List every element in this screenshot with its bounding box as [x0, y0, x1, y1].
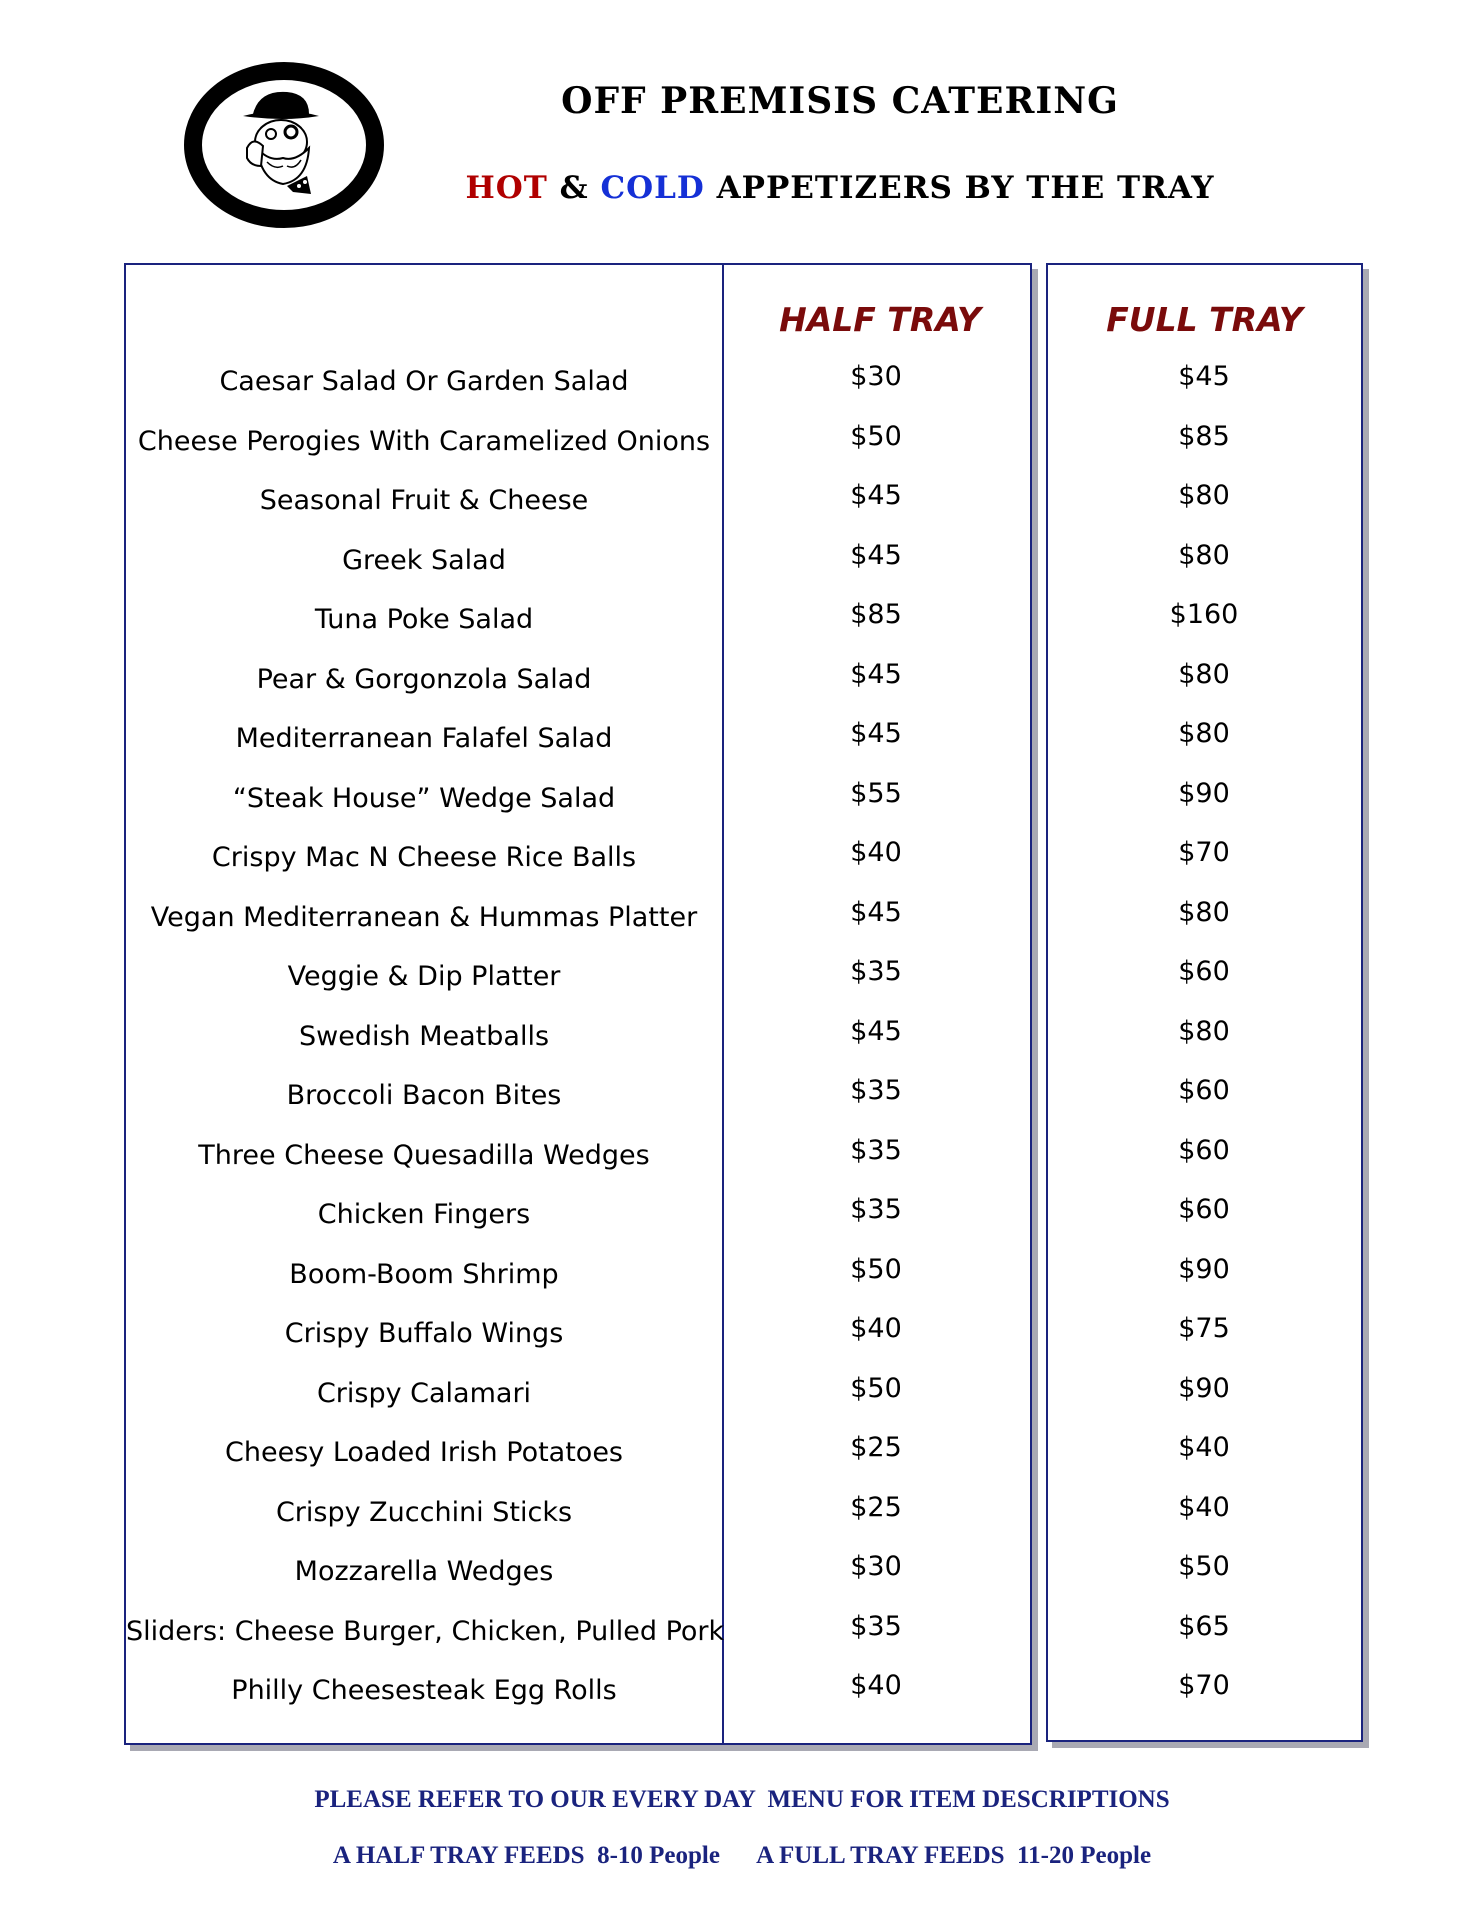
- menu-row: [0, 599, 1484, 664]
- menu-row: [0, 1551, 1484, 1616]
- half-tray-price: $45: [850, 1015, 902, 1047]
- half-tray-price: $50: [850, 1372, 902, 1404]
- menu-item-name: Broccoli Bacon Bites: [286, 1080, 562, 1111]
- menu-row: [0, 420, 1484, 486]
- half-tray-price: $30: [850, 1551, 902, 1582]
- menu-item-name: Three Cheese Quesadilla Wedges: [198, 1139, 650, 1171]
- menu-row: [0, 777, 1484, 843]
- menu-item-name: Chicken Fingers: [317, 1199, 531, 1230]
- full-tray-price: $90: [1178, 777, 1230, 809]
- menu-item-name: “Steak House” Wedge Salad: [232, 782, 616, 814]
- menu-item-name: Seasonal Fruit & Cheese: [259, 485, 589, 516]
- menu-item-name: Mozzarella Wedges: [294, 1556, 554, 1587]
- restaurant-logo: [183, 62, 386, 228]
- full-tray-price: $60: [1178, 1134, 1230, 1166]
- full-tray-price: $80: [1178, 896, 1230, 928]
- subtitle-hot: HOT: [465, 170, 548, 206]
- menu-row: [0, 1432, 1484, 1497]
- menu-row: [0, 956, 1484, 1021]
- full-tray-price: $40: [1178, 1491, 1230, 1523]
- menu-item-name: Cheese Perogies With Caramelized Onions: [137, 425, 711, 457]
- menu-item-name: Crispy Mac N Cheese Rice Balls: [211, 842, 637, 873]
- page-subtitle: [420, 170, 1260, 206]
- menu-list: [0, 361, 1484, 1735]
- full-tray-price: $80: [1178, 718, 1230, 749]
- menu-row: [0, 1670, 1484, 1735]
- menu-item-name: Veggie & Dip Platter: [287, 961, 561, 992]
- full-tray-price: $45: [1178, 361, 1230, 392]
- half-tray-price: $35: [850, 1610, 902, 1642]
- subtitle-cold: COLD: [600, 170, 705, 206]
- subtitle-amp: &: [559, 170, 589, 206]
- half-tray-price: $85: [850, 599, 902, 630]
- menu-row: [0, 837, 1484, 902]
- half-tray-price: $40: [850, 837, 902, 868]
- menu-row: [0, 1015, 1484, 1081]
- full-tray-price: $60: [1178, 1194, 1230, 1225]
- half-tray-price: $45: [850, 718, 902, 749]
- menu-row: [0, 1075, 1484, 1140]
- half-tray-price: $45: [850, 539, 902, 571]
- menu-item-name: Sliders: Cheese Burger, Chicken, Pulled Pork: [126, 1615, 725, 1647]
- full-tray-price: $160: [1169, 599, 1239, 630]
- half-tray-price: $40: [850, 1313, 902, 1344]
- menu-row: [0, 718, 1484, 783]
- half-tray-price: $55: [850, 777, 902, 809]
- half-tray-price: $45: [850, 480, 902, 511]
- half-tray-price: $30: [850, 361, 902, 392]
- menu-item-name: Swedish Meatballs: [298, 1020, 550, 1052]
- menu-row: [0, 480, 1484, 545]
- full-tray-price: $90: [1178, 1253, 1230, 1285]
- full-tray-price: $65: [1178, 1610, 1230, 1642]
- half-tray-price: $35: [850, 956, 902, 987]
- half-tray-price: $35: [850, 1134, 902, 1166]
- half-tray-price: $45: [850, 658, 902, 690]
- menu-item-name: Caesar Salad Or Garden Salad: [219, 366, 629, 397]
- full-tray-price: $80: [1178, 1015, 1230, 1047]
- menu-row: [0, 1194, 1484, 1259]
- subtitle-rest: APPETIZERS BY THE TRAY: [716, 170, 1215, 206]
- menu-row: [0, 1372, 1484, 1438]
- menu-row: [0, 361, 1484, 426]
- half-tray-price: $45: [850, 896, 902, 928]
- full-tray-price: $80: [1178, 480, 1230, 511]
- menu-row: [0, 1610, 1484, 1676]
- menu-item-name: Crispy Calamari: [316, 1377, 532, 1409]
- menu-row: [0, 1134, 1484, 1200]
- full-tray-price: $70: [1178, 837, 1230, 868]
- menu-row: [0, 539, 1484, 605]
- menu-row: [0, 1253, 1484, 1319]
- full-tray-price: $60: [1178, 1075, 1230, 1106]
- half-tray-price: $35: [850, 1075, 902, 1106]
- full-tray-price: $85: [1178, 420, 1230, 452]
- half-tray-header: HALF TRAY: [779, 300, 981, 339]
- footer-note: PLEASE REFER TO OUR EVERY DAY MENU FOR ITEM DESCRIPTIONS: [314, 1786, 1170, 1813]
- half-tray-price: $40: [850, 1670, 902, 1701]
- full-tray-price: $50: [1178, 1551, 1230, 1582]
- menu-item-name: Cheesy Loaded Irish Potatoes: [225, 1437, 623, 1468]
- full-tray-price: $40: [1178, 1432, 1230, 1463]
- menu-item-name: Tuna Poke Salad: [314, 604, 534, 635]
- full-tray-price: $80: [1178, 658, 1230, 690]
- half-tray-price: $25: [850, 1432, 902, 1463]
- menu-row: [0, 896, 1484, 962]
- half-tray-price: $50: [850, 1253, 902, 1285]
- footer-serving-info: A HALF TRAY FEEDS 8-10 People A FULL TRAY FEEDS 11-20 People: [332, 1842, 1152, 1869]
- full-tray-price: $75: [1178, 1313, 1230, 1344]
- half-tray-price: $35: [850, 1194, 902, 1225]
- full-tray-price: $70: [1178, 1670, 1230, 1701]
- menu-item-name: Greek Salad: [342, 544, 506, 576]
- full-tray-header: FULL TRAY: [1106, 300, 1303, 339]
- menu-item-name: Crispy Zucchini Sticks: [275, 1496, 573, 1528]
- half-tray-price: $25: [850, 1491, 902, 1523]
- menu-row: [0, 1491, 1484, 1557]
- full-tray-price: $90: [1178, 1372, 1230, 1404]
- menu-row: [0, 658, 1484, 724]
- menu-item-name: Philly Cheesesteak Egg Rolls: [231, 1675, 617, 1706]
- menu-item-name: Boom-Boom Shrimp: [289, 1258, 559, 1290]
- menu-row: [0, 1313, 1484, 1378]
- full-tray-price: $80: [1178, 539, 1230, 571]
- full-tray-price: $60: [1178, 956, 1230, 987]
- page-title: OFF PREMISIS CATERING: [561, 80, 1119, 122]
- menu-item-name: Crispy Buffalo Wings: [284, 1318, 564, 1349]
- menu-item-name: Mediterranean Falafel Salad: [235, 723, 613, 754]
- half-tray-price: $50: [850, 420, 902, 452]
- menu-item-name: Pear & Gorgonzola Salad: [256, 663, 592, 695]
- menu-item-name: Vegan Mediterranean & Hummas Platter: [150, 901, 698, 933]
